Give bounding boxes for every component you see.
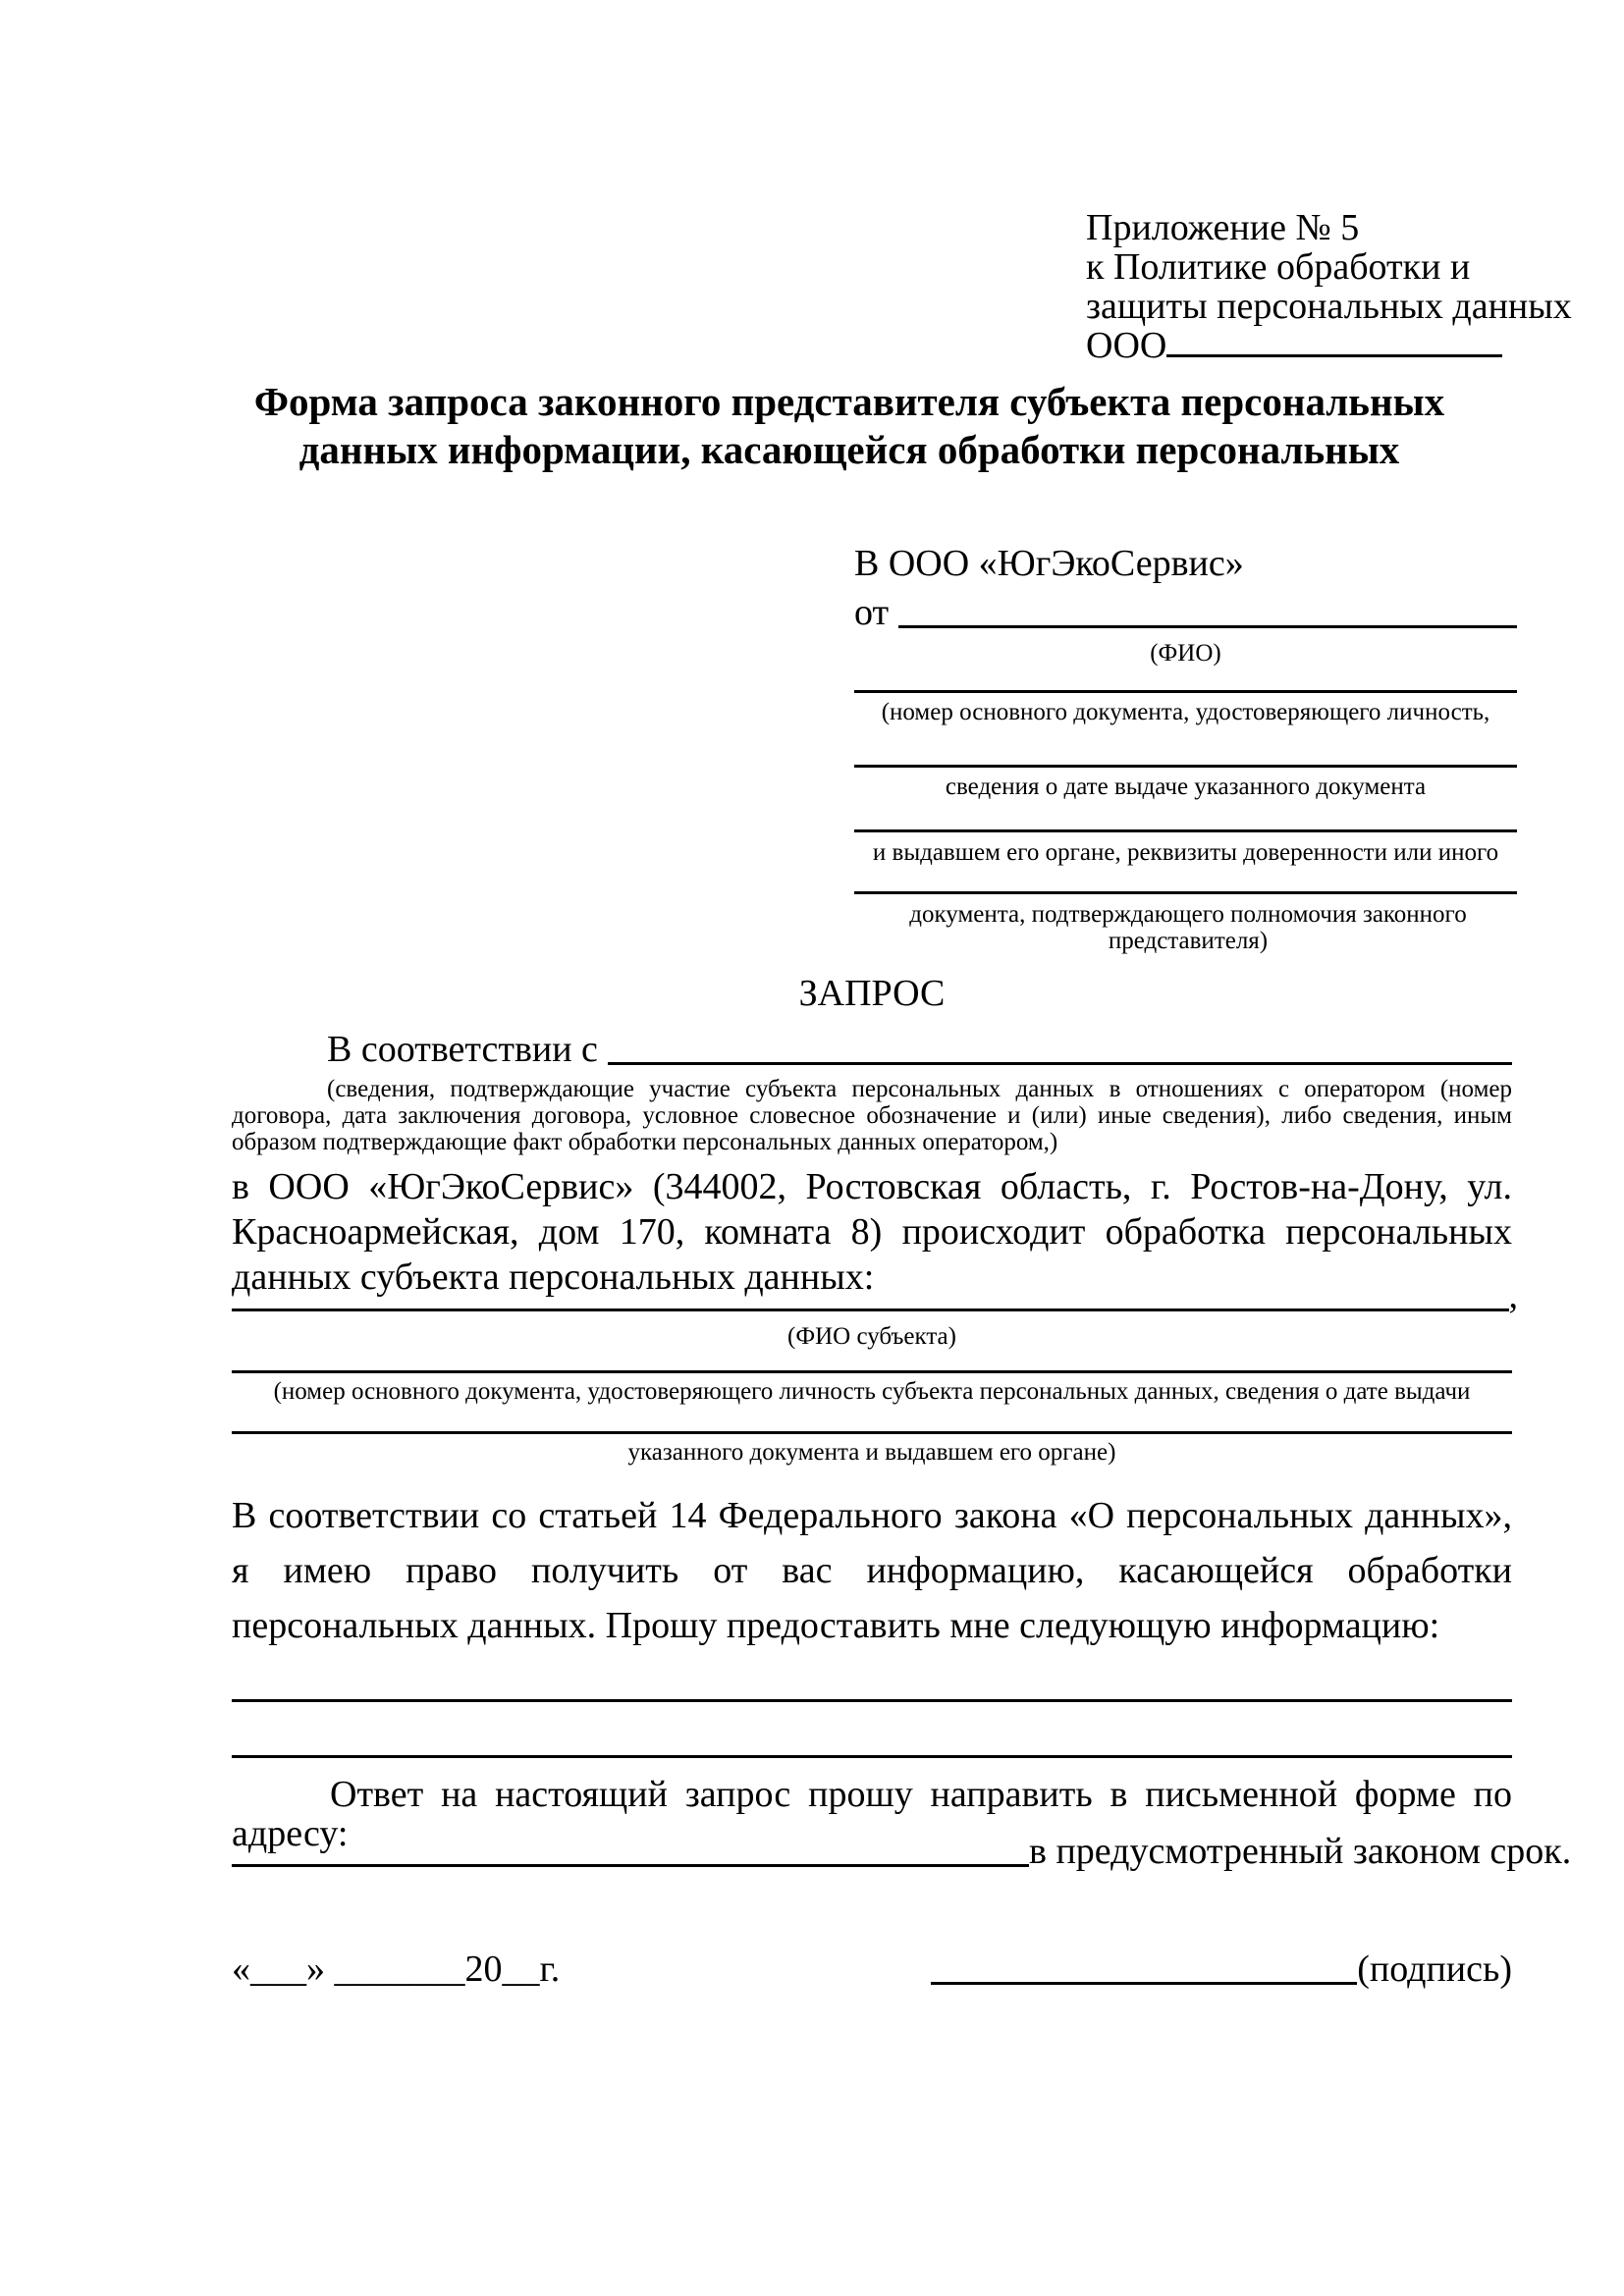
appendix-header — [1086, 208, 1572, 365]
subject-doc-blank-line-1 — [232, 1370, 1512, 1373]
addressee-organization: В ООО «ЮгЭкоСервис» — [854, 543, 1244, 584]
from-row — [854, 593, 1517, 632]
appendix-line-3: защиты персональных данных — [1086, 286, 1572, 327]
info-blank-line-2 — [232, 1755, 1512, 1758]
doc-blank-line-2 — [854, 765, 1517, 768]
doc-caption-1: (номер основного документа, удостоверяющего личность, — [881, 699, 1490, 725]
signature-block — [931, 1949, 1512, 1989]
request-heading: ЗАПРОС — [798, 973, 946, 1014]
accordance-row — [232, 1030, 1512, 1069]
subject-fio-row — [232, 1276, 1518, 1315]
subject-doc-caption-1: (номер основного документа, удостоверяющего личность субъекта персональных данных, сведения о дате выдачи — [273, 1378, 1471, 1405]
form-title-line2: данных информации, касающейся обработки персональных — [298, 427, 1400, 472]
response-suffix: в предусмотренный законом срок. — [1029, 1831, 1572, 1872]
response-address-row — [232, 1831, 1572, 1872]
doc-blank-line-4 — [854, 891, 1517, 894]
doc-caption-4: документа, подтверждающего полномочия законного представителя) — [909, 901, 1467, 954]
from-label: от — [854, 592, 890, 633]
signature-blank-line — [931, 1949, 1357, 1985]
ooo-blank-line — [1166, 354, 1502, 357]
accordance-caption: (сведения, подтверждающие участие субъекта персональных данных в отношениях с оператором (номер договора, дата заключения договора, условное словесное обозначение и (или) иные сведения), либо сведения, иным образом подтверждающие факт обработки персональных данных оператором,) — [232, 1076, 1512, 1155]
subject-fio-caption: (ФИО субъекта) — [787, 1323, 956, 1350]
response-paragraph: Ответ на настоящий запрос прошу направить в письменной форме по адресу: — [232, 1774, 1512, 1854]
info-blank-line-1 — [232, 1699, 1512, 1702]
fio-caption: (ФИО) — [1150, 640, 1221, 667]
subject-doc-caption-2: указанного документа и выдавшем его органе) — [627, 1439, 1116, 1466]
ooo-label: ООО — [1086, 325, 1167, 366]
appendix-line-1: Приложение № 5 — [1086, 207, 1360, 248]
doc-blank-line-3 — [854, 829, 1517, 832]
law-paragraph: В соответствии со статьей 14 Федерального закона «О персональных данных», я имею право получить от вас информацию, касающейся обработки персональных данных. Прошу предоставить мне следующую информацию: — [232, 1495, 1512, 1646]
fio-blank-line — [898, 593, 1517, 628]
accordance-blank-line — [608, 1030, 1512, 1065]
doc-caption-3: и выдавшем его органе, реквизиты доверенности или иного — [872, 839, 1499, 866]
accordance-label: В соответствии с — [327, 1029, 598, 1070]
footer-row — [232, 1949, 1512, 1989]
appendix-line-2: к Политике обработки и — [1086, 246, 1471, 288]
subject-doc-blank-line-2 — [232, 1431, 1512, 1434]
address-blank-line — [232, 1832, 1029, 1867]
date-line: «___» _______20__г. — [232, 1949, 561, 1990]
form-title-line1: Форма запроса законного представителя субъекта персональных — [253, 379, 1445, 424]
subject-fio-blank-line — [232, 1276, 1509, 1311]
signature-caption: (подпись) — [1357, 1949, 1512, 1990]
doc-caption-2: сведения о дате выдаче указанного документа — [945, 774, 1427, 800]
appendix-ooo-row — [1086, 326, 1572, 365]
doc-blank-line-1 — [854, 690, 1517, 693]
subject-comma: , — [1508, 1275, 1518, 1316]
form-title — [172, 378, 1527, 474]
operator-paragraph: в ООО «ЮгЭкоСервис» (344002, Ростовская область, г. Ростов-на-Дону, ул. Красноармейская, дом 170, комната 8) происходит обработка персональных данных субъекта персональных данных: — [232, 1166, 1512, 1298]
